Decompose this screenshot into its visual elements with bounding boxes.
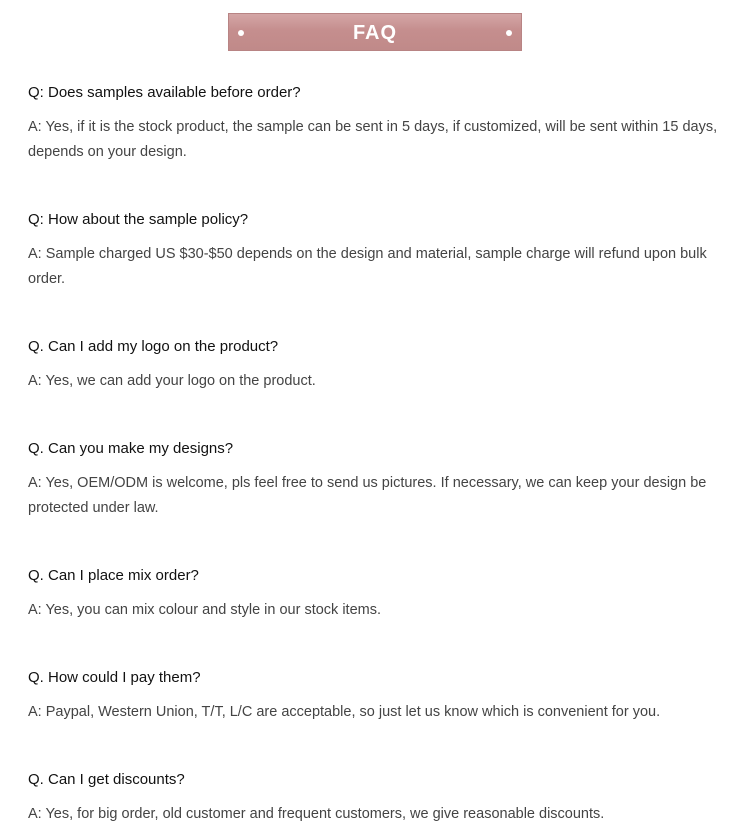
faq-question: Q. Can I place mix order? (28, 567, 199, 584)
faq-item (28, 771, 720, 827)
faq-answer: A: Sample charged US $30-$50 depends on the design and material, sample charge will refund upon bulk order. (28, 246, 707, 287)
faq-answer: A: Paypal, Western Union, T/T, L/C are acceptable, so just let us know which is convenient for you. (28, 704, 661, 720)
faq-question: Q: How about the sample policy? (28, 211, 249, 228)
page-title: FAQ (352, 22, 398, 44)
banner-dot-right-icon (506, 30, 512, 36)
faq-list (28, 84, 720, 827)
faq-answer: A: Yes, if it is the stock product, the sample can be sent in 5 days, if customized, will be sent within 15 days, depends on your design. (28, 119, 718, 160)
faq-answer: A: Yes, for big order, old customer and frequent customers, we give reasonable discounts. (28, 806, 605, 822)
faq-answer: A: Yes, OEM/ODM is welcome, pls feel free to send us pictures. If necessary, we can keep your design be protected under law. (28, 475, 707, 516)
faq-answer: A: Yes, you can mix colour and style in our stock items. (28, 602, 381, 618)
faq-answer: A: Yes, we can add your logo on the product. (28, 373, 316, 389)
faq-item (28, 84, 720, 165)
faq-question: Q: Does samples available before order? (28, 84, 301, 101)
faq-item (28, 669, 720, 725)
faq-item (28, 567, 720, 623)
faq-question: Q. Can you make my designs? (28, 440, 234, 457)
faq-question: Q. How could I pay them? (28, 669, 201, 686)
faq-item (28, 440, 720, 521)
faq-banner (228, 13, 522, 51)
faq-item (28, 338, 720, 394)
faq-item (28, 211, 720, 292)
faq-question: Q. Can I get discounts? (28, 771, 185, 788)
faq-question: Q. Can I add my logo on the product? (28, 338, 279, 355)
